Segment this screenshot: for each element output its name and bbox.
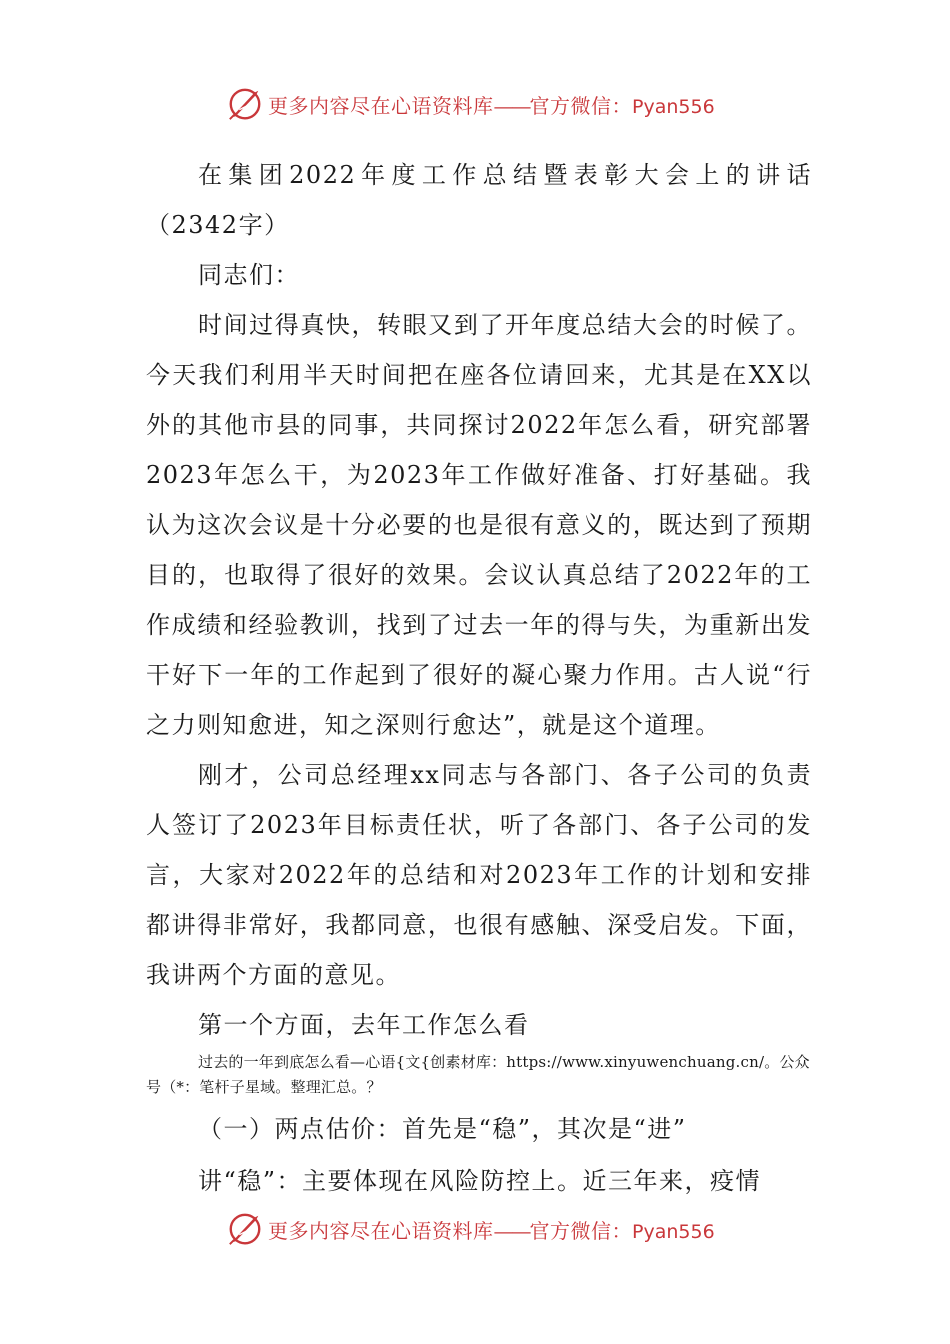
- document-body: [146, 150, 812, 1206]
- footer-banner[interactable]: [226, 1209, 726, 1249]
- paragraph-3: 讲“稳”：主要体现在风险防控上。近三年来，疫情: [198, 1167, 762, 1195]
- salutation: 同志们：: [198, 261, 300, 289]
- quill-logo-icon: [226, 85, 264, 123]
- footer-banner-text: 更多内容尽在心语资料库——官方微信：Pyan556: [268, 1218, 715, 1243]
- section-heading: 第一个方面，去年工作怎么看: [198, 1011, 530, 1039]
- quill-logo-icon: [226, 1210, 264, 1248]
- source-note: 过去的一年到底怎么看—心语{文{创素材库：https://www.xinyuwenchuang.cn/。公众号（*：笔杆子星域。整理汇总。？: [146, 1053, 810, 1096]
- subheading: （一）两点估价：首先是“稳”，其次是“进”: [198, 1115, 687, 1143]
- paragraph-2: 刚才，公司总经理xx同志与各部门、各子公司的负责人签订了2023年目标责任状，听了各部门、各子公司的发言，大家对2022年的总结和对2023年工作的计划和安排都讲得非常好，我都同意，也很有感触、深受启发。下面，我讲两个方面的意见。: [146, 761, 812, 989]
- header-banner[interactable]: [226, 84, 726, 124]
- document-title: 在集团2022年度工作总结暨表彰大会上的讲话（2342字）: [146, 161, 812, 239]
- paragraph-1: 时间过得真快，转眼又到了开年度总结大会的时候了。今天我们利用半天时间把在座各位请回来，尤其是在XX以外的其他市县的同事，共同探讨2022年怎么看，研究部署2023年怎么干，为2023年工作做好准备、打好基础。我认为这次会议是十分必要的也是很有意义的，既达到了预期目的，也取得了很好的效果。会议认真总结了2022年的工作成绩和经验教训，找到了过去一年的得与失，为重新出发干好下一年的工作起到了很好的凝心聚力作用。古人说“行之力则知愈进，知之深则行愈达”，就是这个道理。: [146, 311, 812, 739]
- header-banner-text: 更多内容尽在心语资料库——官方微信：Pyan556: [268, 93, 715, 118]
